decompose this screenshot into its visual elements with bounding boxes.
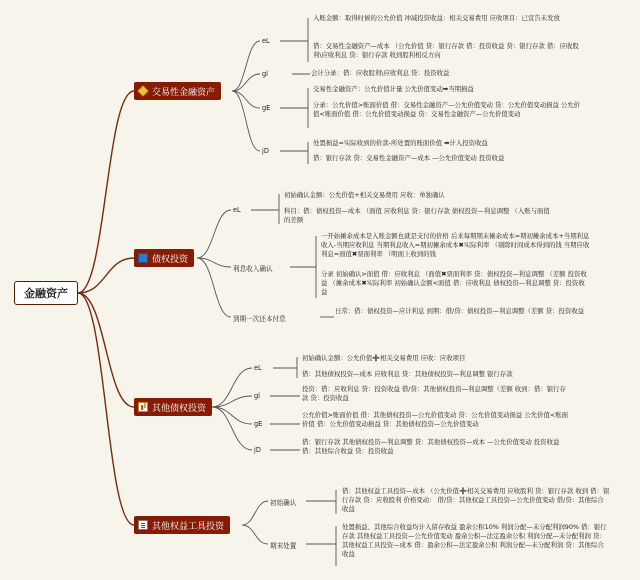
topic-connector — [197, 210, 231, 258]
sub-label[interactable]: eL — [262, 37, 270, 45]
leaf-text: 投资：借：应收利息 贷：投资收益 借/贷：其他债权投资—利息调整（差额 收到：借：银行存款 贷：投资收益 — [302, 385, 566, 402]
leaf-text: 一开始摊余成本是入账金额也就是支付的价格 后来每期期末摊余成本=期初摊余成本+当期利息收入-当期应收利息 当期利息收入=期初摊余成本✖实际利率 （剔除时间成本得到的钱 当期应收利息=面值✖票面利率 （明面上收到的钱 — [321, 232, 590, 258]
topic-connector — [212, 407, 252, 450]
leaf-text: 入账金额：取得时候的公允价值 冲减投资收益：相关交易费用 应收项目：已宣告未发放 — [313, 14, 560, 22]
leaf-text: 科目：借：债权投资—成本 （面值 应收利息 贷：银行存款 债权投资—利息调整 （入账与面值的差额 — [284, 207, 550, 224]
leaf-text: 分录：公允价值>账面价值 借：交易性金融资产—公允价值变动 贷：公允价值变动损益 公允价值<账面价值 借：公允价值变动损益 贷：交易性金融资产—公允价值变动 — [313, 101, 581, 118]
leaf-text: 借：其他权益工具投资—成本 （公允价值➕相关交易费用 应收股利 贷：银行存款 收到 借：银行存款 贷：应收股利 价格变动： 借/贷：其他权益工具投资—公允价值变动 借/贷：其他综合收益 — [342, 487, 610, 513]
topic-connector — [197, 258, 231, 267]
sub-label[interactable]: eL — [254, 364, 262, 372]
topic-connector — [242, 525, 268, 544]
topic-label: 债权投资 — [152, 254, 189, 265]
leaf-text: 借：其他债权投资—成本 应收利息 贷：其他债权投资—利息调整 银行存款 — [302, 370, 513, 378]
leaf-text: 会计分录：借：应收股利\应收利息 贷：投资收益 — [311, 69, 450, 77]
root-connector — [78, 258, 134, 293]
leaf-text: 分录 初始确认>面值 借：应收利息 （面值✖票面利率 贷：债权投资—利息调整 （差额 投资收益 （摊余成本✖实际利率 初始确认金额<面值 借：应收利息 债权投资—利息调整 贷：投资收益 — [321, 270, 587, 296]
leaf-text: 处置损益=实际收到的价款-所处置的账面价值 ➡计入投资收益 — [313, 139, 488, 147]
sub-label[interactable]: 到期一次还本付息 — [233, 315, 286, 323]
sub-label[interactable]: 期末处置 — [270, 542, 297, 550]
leaf-text: 借：银行存款 贷：交易性金融资产—成本 —公允价值变动 投资收益 — [313, 154, 505, 162]
sub-label[interactable]: gE — [262, 104, 271, 112]
leaf-text: 借：银行存款 其他债权投资—利息调整 贷：其他债权投资—成本 —公允价值变动 投资收益 借：其他综合收益 贷：投资收益 — [302, 438, 560, 455]
topic-label: 其他权益工具投资 — [152, 521, 225, 532]
leaf-text: 交易性金融资产：公允价值计量 公允价值变动➡当期损益 — [313, 85, 474, 93]
leaf-text: 初始确认金额：公允价值+相关交易费用 应收：单独确认 — [284, 191, 445, 199]
root-connector — [78, 91, 134, 293]
topic-label: 其他债权投资 — [152, 403, 207, 414]
sub-label[interactable]: 利息收入确认 — [233, 265, 273, 273]
topic-connector — [242, 501, 268, 525]
topic-connector — [212, 407, 252, 424]
diamond-icon — [137, 85, 148, 96]
topic-connector — [232, 74, 260, 91]
sub-label[interactable]: 初始确认 — [270, 499, 297, 507]
square-icon — [138, 253, 148, 263]
topic-label: 交易性金融资产 — [152, 87, 216, 98]
root-connector — [78, 293, 134, 525]
topic-debt-investment[interactable] — [134, 249, 194, 267]
topic-connector — [232, 41, 260, 91]
sub-label[interactable]: jD — [262, 147, 269, 155]
root-node[interactable]: 金融资产 — [14, 281, 78, 305]
topic-trading-financial-assets[interactable] — [134, 82, 221, 100]
sub-label[interactable]: eL — [233, 206, 241, 214]
sub-label[interactable]: gl — [254, 392, 261, 400]
sub-label[interactable]: gE — [254, 420, 263, 428]
sub-label[interactable]: jD — [254, 446, 261, 454]
leaf-text: 借：交易性金融资产—成本 （公允价值 贷：银行存款 借：投资收益 贷：银行存款 借：应收股利\应收利息 贷：银行存款 收到股利相反方向 — [313, 42, 579, 59]
chart-icon — [138, 402, 148, 412]
root-connector — [78, 293, 134, 407]
leaf-text: 公允价值>账面价值 借：其他债权投资—公允价值变动 贷：公允价值变动损益 公允价值<账面价值 借：公允价值变动损益 贷：其他债权投资—公允价值变动 — [302, 411, 569, 428]
document-icon — [138, 520, 148, 530]
topic-other-debt-investment[interactable] — [134, 398, 212, 416]
topic-other-equity-instrument[interactable] — [134, 516, 230, 534]
leaf-text: 日常：借：债权投资—应计利息 到期：借/贷：债权投资—利息调整（差额 贷：投资收益 — [335, 307, 585, 315]
sub-label[interactable]: gl — [262, 70, 269, 78]
leaf-text: 处置损益、其他综合收益均计入留存收益 盈余公积10% 利润分配—未分配利润90% 借：银行存款 其他权益工具投资—公允价值变动 盈余公积—法定盈余公积 利润分配—未分配利润 贷：其他权益工具投资—成本 借：盈余公积—法定盈余公积 利润分配—未分配利润 贷：其他综合收益 — [342, 523, 607, 558]
leaf-text: 初始确认金额：公允价值➕相关交易费用 应收：应收项目 — [302, 354, 466, 362]
